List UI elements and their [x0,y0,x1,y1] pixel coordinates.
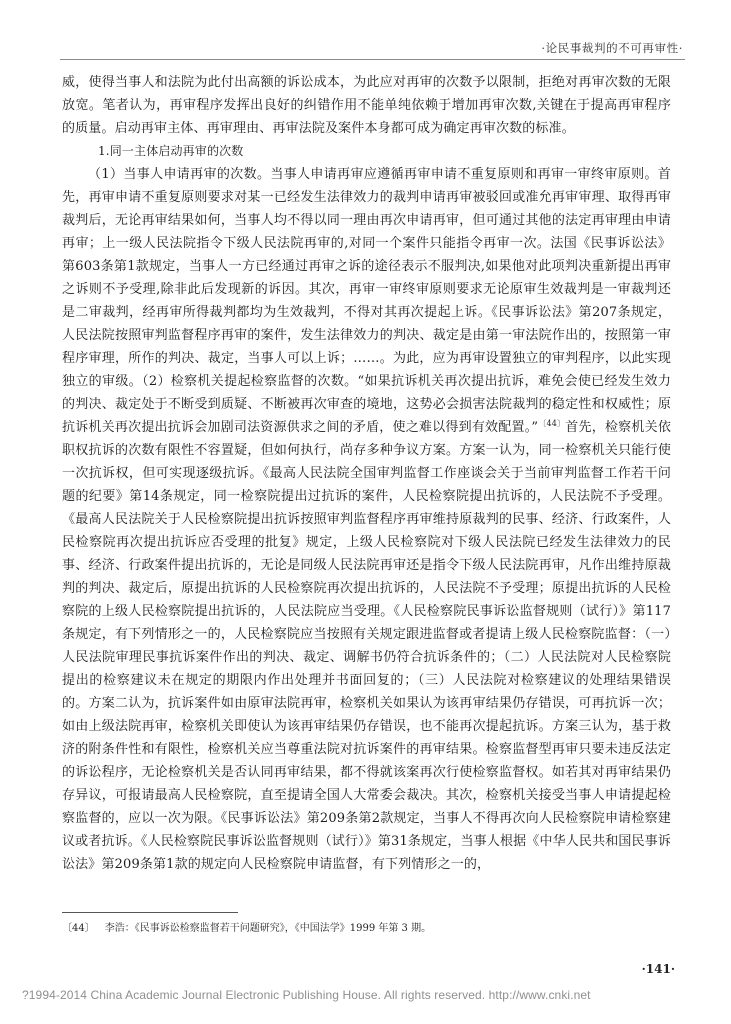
paragraph-text-part-2: 首先，检察机关依职权抗诉的次数有限性不容置疑，但如何执行，尚存多种争议方案。方案一认为，同一检察机关只能行使一次抗诉权，但可实现逐级抗诉。《最高人民法院全国审判监督工作座谈会关于当前审判监督工作若干问题的纪要》第14条规定，同一检察院提出过抗诉的案件，人民检察院提出抗诉的，人民法院不予受理。《最高人民法院关于人民检察院提出抗诉按照审判监督程序再审维持原裁判的民事、经济、行政案件，人民检察院再次提出抗诉应否受理的批复》规定，上级人民检察院对下级人民法院已经发生法律效力的民事、经济、行政案件提出抗诉的，无论是同级人民法院再审还是指令下级人民法院再审，凡作出维持原裁判的判决、裁定后，原提出抗诉的人民检察院再次提出抗诉的，人民法院不予受理；原提出抗诉的人民检察院的上级人民检察院提出抗诉的，人民法院应当受理。《人民检察院民事诉讼监督规则（试行）》第117条规定，有下列情形之一的，人民检察院应当按照有关规定跟进监督或者提请上级人民检察院监督：（一）人民法院审理民事抗诉案件作出的判决、裁定、调解书仍符合抗诉条件的；（二）人民法院对人民检察院提出的检察建议未在规定的期限内作出处理并书面回复的；（三）人民法院对检察建议的处理结果错误的。方案二认为，抗诉案件如由原审法院再审，检察机关如果认为该再审结果仍存错误，可再抗诉一次；如由上级法院再审，检察机关即使认为该再审结果仍存错误，也不能再次提起抗诉。方案三认为，基于救济的附条件性和有限性，检察机关应当尊重法院对抗诉案件的再审结果。检察监督型再审只要未违反法定的诉讼程序，无论检察机关是否认同再审结果，都不得就该案再次行使检察监督权。如若其对再审结果仍存异议，可报请最高人民检察院，直至提请全国人大常委会裁决。其次，检察机关接受当事人申请提起检察监督的，应以一次为限。《民事诉讼法》第209条第2款规定，当事人不得再次向人民检察院申请检察建议或者抗诉。《人民检察院民事诉讼监督规则（试行）》第31条规定，当事人根据《中华人民共和国民事诉讼法》第209条第1款的规定向人民检察院申请监督，有下列情形之一的， [62,420,671,872]
paragraph-retrial-count [62,163,671,876]
paragraph-intro: 威，使得当事人和法院为此付出高额的诉讼成本，为此应对再审的次数予以限制，拒绝对再审次数的无限放宽。笔者认为，再审程序发挥出良好的纠错作用不能单纯依赖于增加再审次数,关键在于提高再审程序的质量。启动再审主体、再审理由、再审法院及案件本身都可成为确定再审次数的标准。 [62,75,671,136]
running-title: ·论民事裁判的不可再审性· [541,41,683,55]
header-rule [60,59,685,60]
copyright-notice: ?1994-2014 China Academic Journal Electronic Publishing House. All rights reserved. http://www.cnki.net [22,988,591,1002]
footnote-reference[interactable]: 〔44〕 [538,419,566,428]
footnote-text: 李浩：《民事诉讼检察监督若干问题研究》，《中国法学》1999 年第 3 期。 [104,923,432,934]
footnote-number: 〔44〕 [62,923,95,934]
footnote [62,919,671,934]
article-body [62,71,671,876]
section-subheading: 1.同一主体启动再审的次数 [98,144,244,158]
page-number: ·141· [641,962,675,976]
footnote-rule [62,912,238,913]
paragraph-text-part-1: （1）当事人申请再审的次数。当事人申请再审应遵循再审申请不重复原则和再审一审终审原则。首先，再审申请不重复原则要求对某一已经发生法律效力的裁判申请再审被驳回或准允再审审理、取得再审裁判后，无论再审结果如何，当事人均不得以同一理由再次申请再审，但可通过其他的法定再审理由申请再审；上一级人民法院指令下级人民法院再审的,对同一个案件只能指令再审一次。法国《民事诉讼法》第603条第1款规定，当事人一方已经通过再审之诉的途径表示不服判决,如果他对此项判决重新提出再审之诉则不予受理,除非此后发现新的诉因。其次，再审一审终审原则要求无论原审生效裁判是一审裁判还是二审裁判，经再审所得裁判都均为生效裁判，不得对其再次提起上诉。《民事诉讼法》第207条规定，人民法院按照审判监督程序再审的案件，发生法律效力的判决、裁定是由第一审法院作出的，按照第一审程序审理，所作的判决、裁定，当事人可以上诉；……。为此，应为再审设置独立的审判程序，以此实现独立的审级。（2）检察机关提起检察监督的次数。“如果抗诉机关再次提出抗诉，难免会使已经发生效力的判决、裁定处于不断受到质疑、不断被再次审查的境地，这势必会损害法院裁判的稳定性和权威性；原抗诉机关再次提出抗诉会加剧司法资源供求之间的矛盾，使之难以得到有效配置。” [62,167,671,435]
